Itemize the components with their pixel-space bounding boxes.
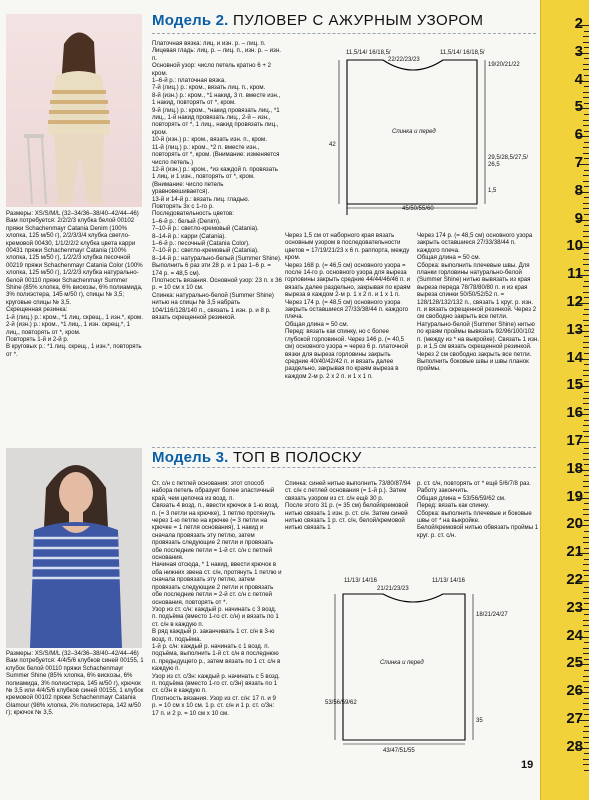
ruler-minor-tick — [584, 642, 589, 643]
ruler-minor-tick — [584, 464, 589, 465]
ruler-minor-tick — [584, 281, 589, 282]
ruler-minor-tick — [583, 320, 589, 321]
model3-instructions-col3: р. ст. с/н, повторять от * ещё 5/6/7/8 раз. Работу закончить. Общая длина = 53/56/59/62 см. Перед: вязать как спинку. Сборка: выполнить плечевые и боковые швы от * на выкройке. Белой/кремовой нитью обвязать проймы 1 круг. р. ст. с/н. — [417, 480, 539, 539]
ruler-minor-tick — [584, 492, 589, 493]
ruler-minor-tick — [583, 375, 589, 376]
model2-name: ПУЛОВЕР С АЖУРНЫМ УЗОРОМ — [232, 12, 484, 29]
ruler-minor-tick — [583, 259, 589, 260]
model2-instructions-col2: Через 1,5 см от наборного края вязать основным узором в последовательности цветов = 17/19/21/23 х 6 п. раппорта, между кром. Через 168 р. (= 46,5 см) основного узора = после 14-го р. основного узора для выреза горловины закрыть средние 44/44/46/46 п. и вязать далее раздельно, закрывая по краям выреза в каждом 2-м р. 1 х 2 п. и 1 х 1 п. Через 174 р. (= 48,5 см) основного узора закрыть оставшиеся 27/33/38/44 п. каждого плеча. Общая длина = 50 см. Перед: вязать как спинку, но с более глубокой горловиной. Через 146 р. (= 40,5 см) основного узора = через 6 р. платочной вязки для выреза горловины закрыть средние 40/40/42/42 п. и вязать далее раздельно, закрывая по краям выреза в каждом 2-м р. 2 х 2 п. и 1 х 1 п. — [285, 232, 411, 380]
ruler-number: 5 — [574, 98, 583, 116]
m2-inner: Спинка и перед — [392, 129, 436, 135]
ruler-minor-tick — [583, 208, 589, 209]
ruler-minor-tick — [584, 503, 589, 504]
ruler-number: 6 — [574, 126, 583, 144]
ruler-minor-tick — [583, 203, 589, 204]
ruler-minor-tick — [584, 253, 589, 254]
ruler-minor-tick — [583, 459, 589, 460]
ruler-minor-tick — [584, 726, 589, 727]
ruler-minor-tick — [583, 286, 589, 287]
ruler-minor-tick — [584, 742, 589, 743]
ruler-minor-tick — [584, 325, 589, 326]
ruler-number: 8 — [574, 181, 583, 199]
ruler-minor-tick — [584, 197, 589, 198]
ruler-minor-tick — [583, 486, 589, 487]
ruler-number: 9 — [574, 209, 583, 227]
ruler-minor-tick — [584, 698, 589, 699]
ruler-minor-tick — [583, 92, 589, 93]
ruler-minor-tick — [583, 69, 589, 70]
ruler-minor-tick — [583, 425, 589, 426]
ruler-minor-tick — [583, 342, 589, 343]
ruler-minor-tick — [583, 42, 589, 43]
m2-right-lower: 29,5/28,5/27,5/ 26,5 — [488, 155, 529, 168]
ruler-number: 13 — [566, 320, 583, 338]
ruler-minor-tick — [584, 158, 589, 159]
ruler-minor-tick — [584, 31, 589, 32]
ruler-minor-tick — [583, 737, 589, 738]
ruler-minor-tick — [583, 653, 589, 654]
divider — [152, 33, 536, 34]
ruler-minor-tick — [584, 770, 589, 771]
ruler-minor-tick — [584, 448, 589, 449]
ruler-minor-tick — [583, 97, 589, 98]
ruler-number: 28 — [566, 737, 583, 755]
ruler-minor-tick — [583, 625, 589, 626]
m3-left: 53/56/59/62 — [325, 700, 357, 706]
model3-sizes-materials: Размеры: XS/S/M/L (32–34/36–38/40–42/44–46) Вам потребуется: 4/4/5/6 клубков синей 00155, 1 клубок белой 00110 пряжи Schachenmayr Summer Shine (85% хлопка, 6% вискозы, 6% полиамида, 3% полиэстера, 145 м/50 г), крючок № 3,5 или 4/4/5/6 клубков синей 00155, 1 клубок кремовой 00102 пряжи Schachenmayr Catania Glamour (98% хлопка, 2% полиэстера, 142 м/50 г); крючок № 3,5. — [6, 650, 144, 717]
m3-inner: Спинка и перед — [380, 660, 424, 666]
ruler-number: 4 — [574, 70, 583, 88]
m2-top-left: 11,5/14/ 16/18,5/ — [346, 50, 391, 56]
ruler-number: 2 — [574, 15, 583, 32]
m2-top-mid: 22/22/23/23 — [388, 57, 420, 63]
m3-right-small: 35 — [476, 718, 483, 724]
ruler-minor-tick — [583, 453, 589, 454]
m2-left: 42 — [329, 142, 336, 148]
ruler-number: 15 — [566, 376, 583, 394]
ruler-minor-tick — [583, 236, 589, 237]
ruler-minor-tick — [583, 125, 589, 126]
model3-instructions-col1: Ст. с/н с петлей основания: этот способ набора петель образует более эластичный край, чем цепочка из возд. п. Связать 4 возд. п., ввести крючок в 1-ю возд. п. (= 3 петли на крючке), 1 петлю протянуть через 1-ю петлю на крючке (= 3 петли на крючке = 1 петля основания), 1 накид и сначала провязать эту петлю, затем провязать следующие 2 петли и провязать обе последние петли = 1-й ст. с/н с петлей основания. Начиная отсюда, * 1 накид, ввести крючок в оба нижних звена ст. с/н, протянуть 1 петлю и сначала провязать эту петлю, затем провязать следующие 2 петли и провязать обе последние петли = 2-й ст. с/н с петлей основания, повторять от *. Узор из ст. с/н: каждый р. начинать с 3 возд. п. подъёма (вместо 1-го ст. с/н) и вязать по 1 ст. с/н в каждую п. В ряд каждый р. заканчивать 1 ст. с/н в 3-ю возд. п. подъёма. 1-й р. с/н: каждый р. начинать с 1 возд. п. подъёма, выполнить 1-й ст. с/н в последнюю п. предыдущего р., затем вязать по 1 ст. с/н в каждую п. Узор из ст. с/3н: каждый р. начинать с 5 возд. п. подъёма (вместо 1-го ст. с/3н) вязать по 1 ст. с/3н в каждую п. Плотность вязания. Узор из ст. с/н: 17 п. и 9 р. = 10 см х 10 см. 1 р. ст. с/н и 1 р. ст. с/3н: 17 п. и 2 р. = 10 см х 10 см. — [152, 480, 282, 717]
ruler-minor-tick — [584, 309, 589, 310]
ruler-minor-tick — [583, 431, 589, 432]
ruler-number: 12 — [566, 293, 583, 310]
ruler-minor-tick — [584, 225, 589, 226]
ruler-minor-tick — [584, 520, 589, 521]
ruler-number: 3 — [574, 42, 583, 60]
ruler-minor-tick — [584, 420, 589, 421]
model3-schematic — [325, 570, 525, 760]
model3-photo — [6, 448, 142, 648]
ruler-minor-tick — [583, 709, 589, 710]
page-number: 19 — [521, 759, 534, 771]
ruler-minor-tick — [583, 264, 589, 265]
ruler-minor-tick — [583, 175, 589, 176]
divider — [152, 447, 536, 448]
ruler-minor-tick — [584, 548, 589, 549]
ruler-number: 22 — [566, 571, 583, 588]
ruler-minor-tick — [584, 659, 589, 660]
ruler-number: 14 — [566, 348, 583, 366]
ruler-minor-tick — [583, 153, 589, 154]
ruler-number: 19 — [566, 487, 583, 505]
ruler-minor-tick — [584, 170, 589, 171]
model2-sizes-materials: Размеры: XS/S/M/L (32–34/36–38/40–42/44–46) Вам потребуется: 2/2/2/3 клубка белой 00102 пряжи Schachenmayr Catania Denim (100% хлопка, 125 м/50 г), 2/2/3/3/4 клубка светло-кремовой 00430, 1/1/2/2/2 клубка цвета карри 00431 пряжи Schachenmayr Catania (100% хлопка, 125 м/50 г), 1/2/2/3 клубка песочной 00219 пряжи Schachenmayr Catania Color (100% хлопка, 125 м/50 г), 1/2/2/3 клубка натурально-белой 00110 пряжи Schachenmayr Summer Shine (85% хлопка, 6% вискозы, 6% полиамида, 3% полиэстера, 145 м/50 г), спицы № 3,5; круговые спицы № 3,5. Скрещенная резинка: 1-й (лиц.) р.: кром., *1 лиц. скрещ., 1 изн.*, кром. 2-й (изн.) р.: кром., *1 лиц., 1 изн. скрещ.*, 1 лиц., повторять от *, кром. Повторять 1-й и 2-й р. В круговых р.: *1 лиц. скрещ., 1 изн.*, повторять от *. — [6, 210, 143, 358]
ruler-minor-tick — [584, 114, 589, 115]
ruler-minor-tick — [584, 475, 589, 476]
ruler-number: 24 — [566, 626, 583, 644]
ruler-minor-tick — [584, 336, 589, 337]
m2-top-right: 11,5/14/ 16/18,5/ — [440, 50, 485, 56]
ruler-minor-tick — [584, 47, 589, 48]
ruler-minor-tick — [583, 592, 589, 593]
m3-top-mid: 21/21/23/23 — [377, 586, 409, 592]
ruler-number: 27 — [566, 710, 583, 727]
model2-label: Модель 2. — [152, 12, 229, 29]
ruler-minor-tick — [583, 537, 589, 538]
ruler-minor-tick — [583, 147, 589, 148]
ruler-number: 26 — [566, 682, 583, 700]
ruler-number: 23 — [566, 598, 583, 616]
ruler-minor-tick — [583, 370, 589, 371]
ruler-minor-tick — [583, 509, 589, 510]
ruler-number: 20 — [566, 515, 583, 533]
ruler-minor-tick — [584, 531, 589, 532]
ruler-minor-tick — [584, 131, 589, 132]
model3-instructions-col2: Спинка: синей нитью выполнить 73/80/87/94 ст. с/н с петлей основания (= 1-й р.). Затем связать узором из ст. с/н ещё 30 р. После этого 31 р. (= 35 см) белой/кремовой нитью связать 1 изн. р. ст. с/н. Затем синей нитью связать 1 р. ст. с/н, белой/кремовой нитью связать 1 — [285, 480, 411, 532]
ruler-minor-tick — [584, 186, 589, 187]
ruler-minor-tick — [584, 86, 589, 87]
ruler-minor-tick — [583, 120, 589, 121]
ruler-minor-tick — [583, 403, 589, 404]
ruler-minor-tick — [583, 759, 589, 760]
ruler-minor-tick — [584, 670, 589, 671]
m2-bottom: 45/50/55/60 — [402, 206, 434, 212]
ruler-minor-tick — [583, 648, 589, 649]
m3-bottom: 43/47/51/55 — [383, 748, 415, 754]
ruler-number: 11 — [567, 265, 583, 283]
m3-top-left: 11/13/ 14/16 — [344, 578, 377, 584]
ruler-number: 25 — [566, 654, 583, 672]
model3-title — [152, 449, 362, 466]
model2-instructions-col3: Через 174 р. (= 48,5 см) основного узора закрыть оставшиеся 27/33/38/44 п. каждого плеча. Общая длина = 50 см. Сборка: выполнить плечевые швы. Для планки горловины натурально-белой (Summer Shine) нитью вывязать из края выреза переда 78/78/80/80 п. и из края выреза спинки 50/50/52/52 п. = 128/128/132/132 п., связать 1 круг. р. изн. п. и вязать скрещенной резинкой. Через 2 см свободно закрыть все петли. Натурально-белой (Summer Shine) нитью по краям проймы вывязать 92/96/100/102 п. (между из * на выкройке). Связать 1 изн. р. и 1,5 см вязать скрещенной резинкой. Через 2 см свободно закрыть все петли. Выполнить боковые швы и швы планок проймы. — [417, 232, 539, 373]
ruler-minor-tick — [583, 542, 589, 543]
ruler-minor-tick — [583, 570, 589, 571]
ruler-minor-tick — [584, 409, 589, 410]
ruler-minor-tick — [584, 142, 589, 143]
ruler-minor-tick — [583, 703, 589, 704]
m2-right-upper: 19/20/21/22 — [488, 62, 520, 68]
model3-label: Модель 3. — [152, 449, 229, 466]
ruler-minor-tick — [583, 398, 589, 399]
ruler-minor-tick — [584, 242, 589, 243]
ruler-minor-tick — [584, 364, 589, 365]
model3-name: ТОП В ПОЛОСКУ — [232, 449, 362, 466]
ruler-number: 18 — [566, 459, 583, 477]
ruler-minor-tick — [583, 181, 589, 182]
ruler-number: 21 — [566, 543, 583, 561]
divider — [152, 467, 536, 468]
ruler-minor-tick — [584, 75, 589, 76]
ruler-minor-tick — [584, 603, 589, 604]
model2-photo — [6, 14, 142, 207]
ruler-minor-tick — [583, 292, 589, 293]
ruler-minor-tick — [583, 620, 589, 621]
ruler-minor-tick — [584, 587, 589, 588]
ruler-minor-tick — [583, 731, 589, 732]
ruler-minor-tick — [584, 381, 589, 382]
ruler-number: 17 — [566, 432, 583, 449]
ruler-minor-tick — [584, 575, 589, 576]
measuring-ruler — [540, 0, 589, 800]
ruler-minor-tick — [584, 353, 589, 354]
ruler-minor-tick — [583, 764, 589, 765]
ruler-minor-tick — [583, 231, 589, 232]
ruler-minor-tick — [583, 36, 589, 37]
ruler-minor-tick — [584, 392, 589, 393]
model2-title — [152, 12, 484, 29]
ruler-minor-tick — [584, 297, 589, 298]
ruler-minor-tick — [583, 64, 589, 65]
m3-top-right: 11/13/ 14/16 — [432, 578, 465, 584]
ruler-minor-tick — [583, 564, 589, 565]
ruler-minor-tick — [584, 687, 589, 688]
ruler-minor-tick — [584, 436, 589, 437]
ruler-number: 7 — [574, 154, 583, 171]
ruler-minor-tick — [583, 514, 589, 515]
ruler-minor-tick — [584, 631, 589, 632]
ruler-minor-tick — [583, 681, 589, 682]
ruler-number: 10 — [566, 237, 583, 255]
model2-instructions-col1: Платочная вязка: лиц. и изн. р. – лиц. п. Лицевая гладь: лиц. р. – лиц. п., изн. р. – изн. п. Основной узор: число петель кратно 6 + 2 кром. 1–6-й р.: платочная вязка. 7-й (лиц.) р.: кром., вязать лиц. п., кром. 8-й (изн.) р.: кром., *1 накид, 3 п. вместе изн., 1 накид, повторять от *, кром. 9-й (лиц.) р.: кром., *накид провязать лиц., *1 лиц., 1-й накид провязать лиц., 2-й – изн., повторять от *, 1 лиц., накид провязать лиц., кром. 10-й (изн.) р.: кром., вязать изн. п., кром. 11-й (лиц.) р.: кром., *2 п. вместе изн., повторять от *, кром. (Внимание: изменяется число петель.) 12-й (изн.) р.: кром., *из каждой п. провязать 1 лиц. и 1 изн., повторять от *, кром. (Внимание: число петель уравновешивается). 13-й и 14-й р.: вязать лиц. гладью. Повторять 3х с 1-го р. Последовательность цветов: 1–6-й р.: белый (Denim). 7–10-й р.: светло-кремовый (Catania). 8–14-й р.: карри (Catania). 1–6-й р.: песочный (Catania Color). 7–10-й р.: светло-кремовый (Catania). 8–14-й р.: натурально-белый (Summer Shine). Выполнить 6 раз эти 28 р. и 1 раз 1–6 р. = 174 р. = 48,5 см). Плотность вязания. Основной узор: 23 п. х 36 р. = 10 см х 10 см. Спинка: натурально-белой (Summer Shine) нитью на спицы № 3,5 набрать 104/116/128/140 п., связать 1 изн. р. и 8 р. вязать скрещенной резинкой. — [152, 40, 282, 322]
ruler-minor-tick — [583, 314, 589, 315]
ruler-minor-tick — [584, 214, 589, 215]
m3-right: 18/21/24/27 — [476, 612, 508, 618]
ruler-minor-tick — [584, 270, 589, 271]
ruler-minor-tick — [583, 598, 589, 599]
ruler-minor-tick — [584, 614, 589, 615]
ruler-minor-tick — [584, 559, 589, 560]
ruler-minor-tick — [584, 753, 589, 754]
ruler-minor-tick — [584, 714, 589, 715]
ruler-minor-tick — [584, 58, 589, 59]
ruler-number: 16 — [566, 404, 583, 422]
ruler-minor-tick — [583, 676, 589, 677]
m2-right-small: 1,5 — [488, 188, 497, 194]
ruler-minor-tick — [583, 347, 589, 348]
ruler-minor-tick — [583, 481, 589, 482]
ruler-minor-tick — [584, 103, 589, 104]
